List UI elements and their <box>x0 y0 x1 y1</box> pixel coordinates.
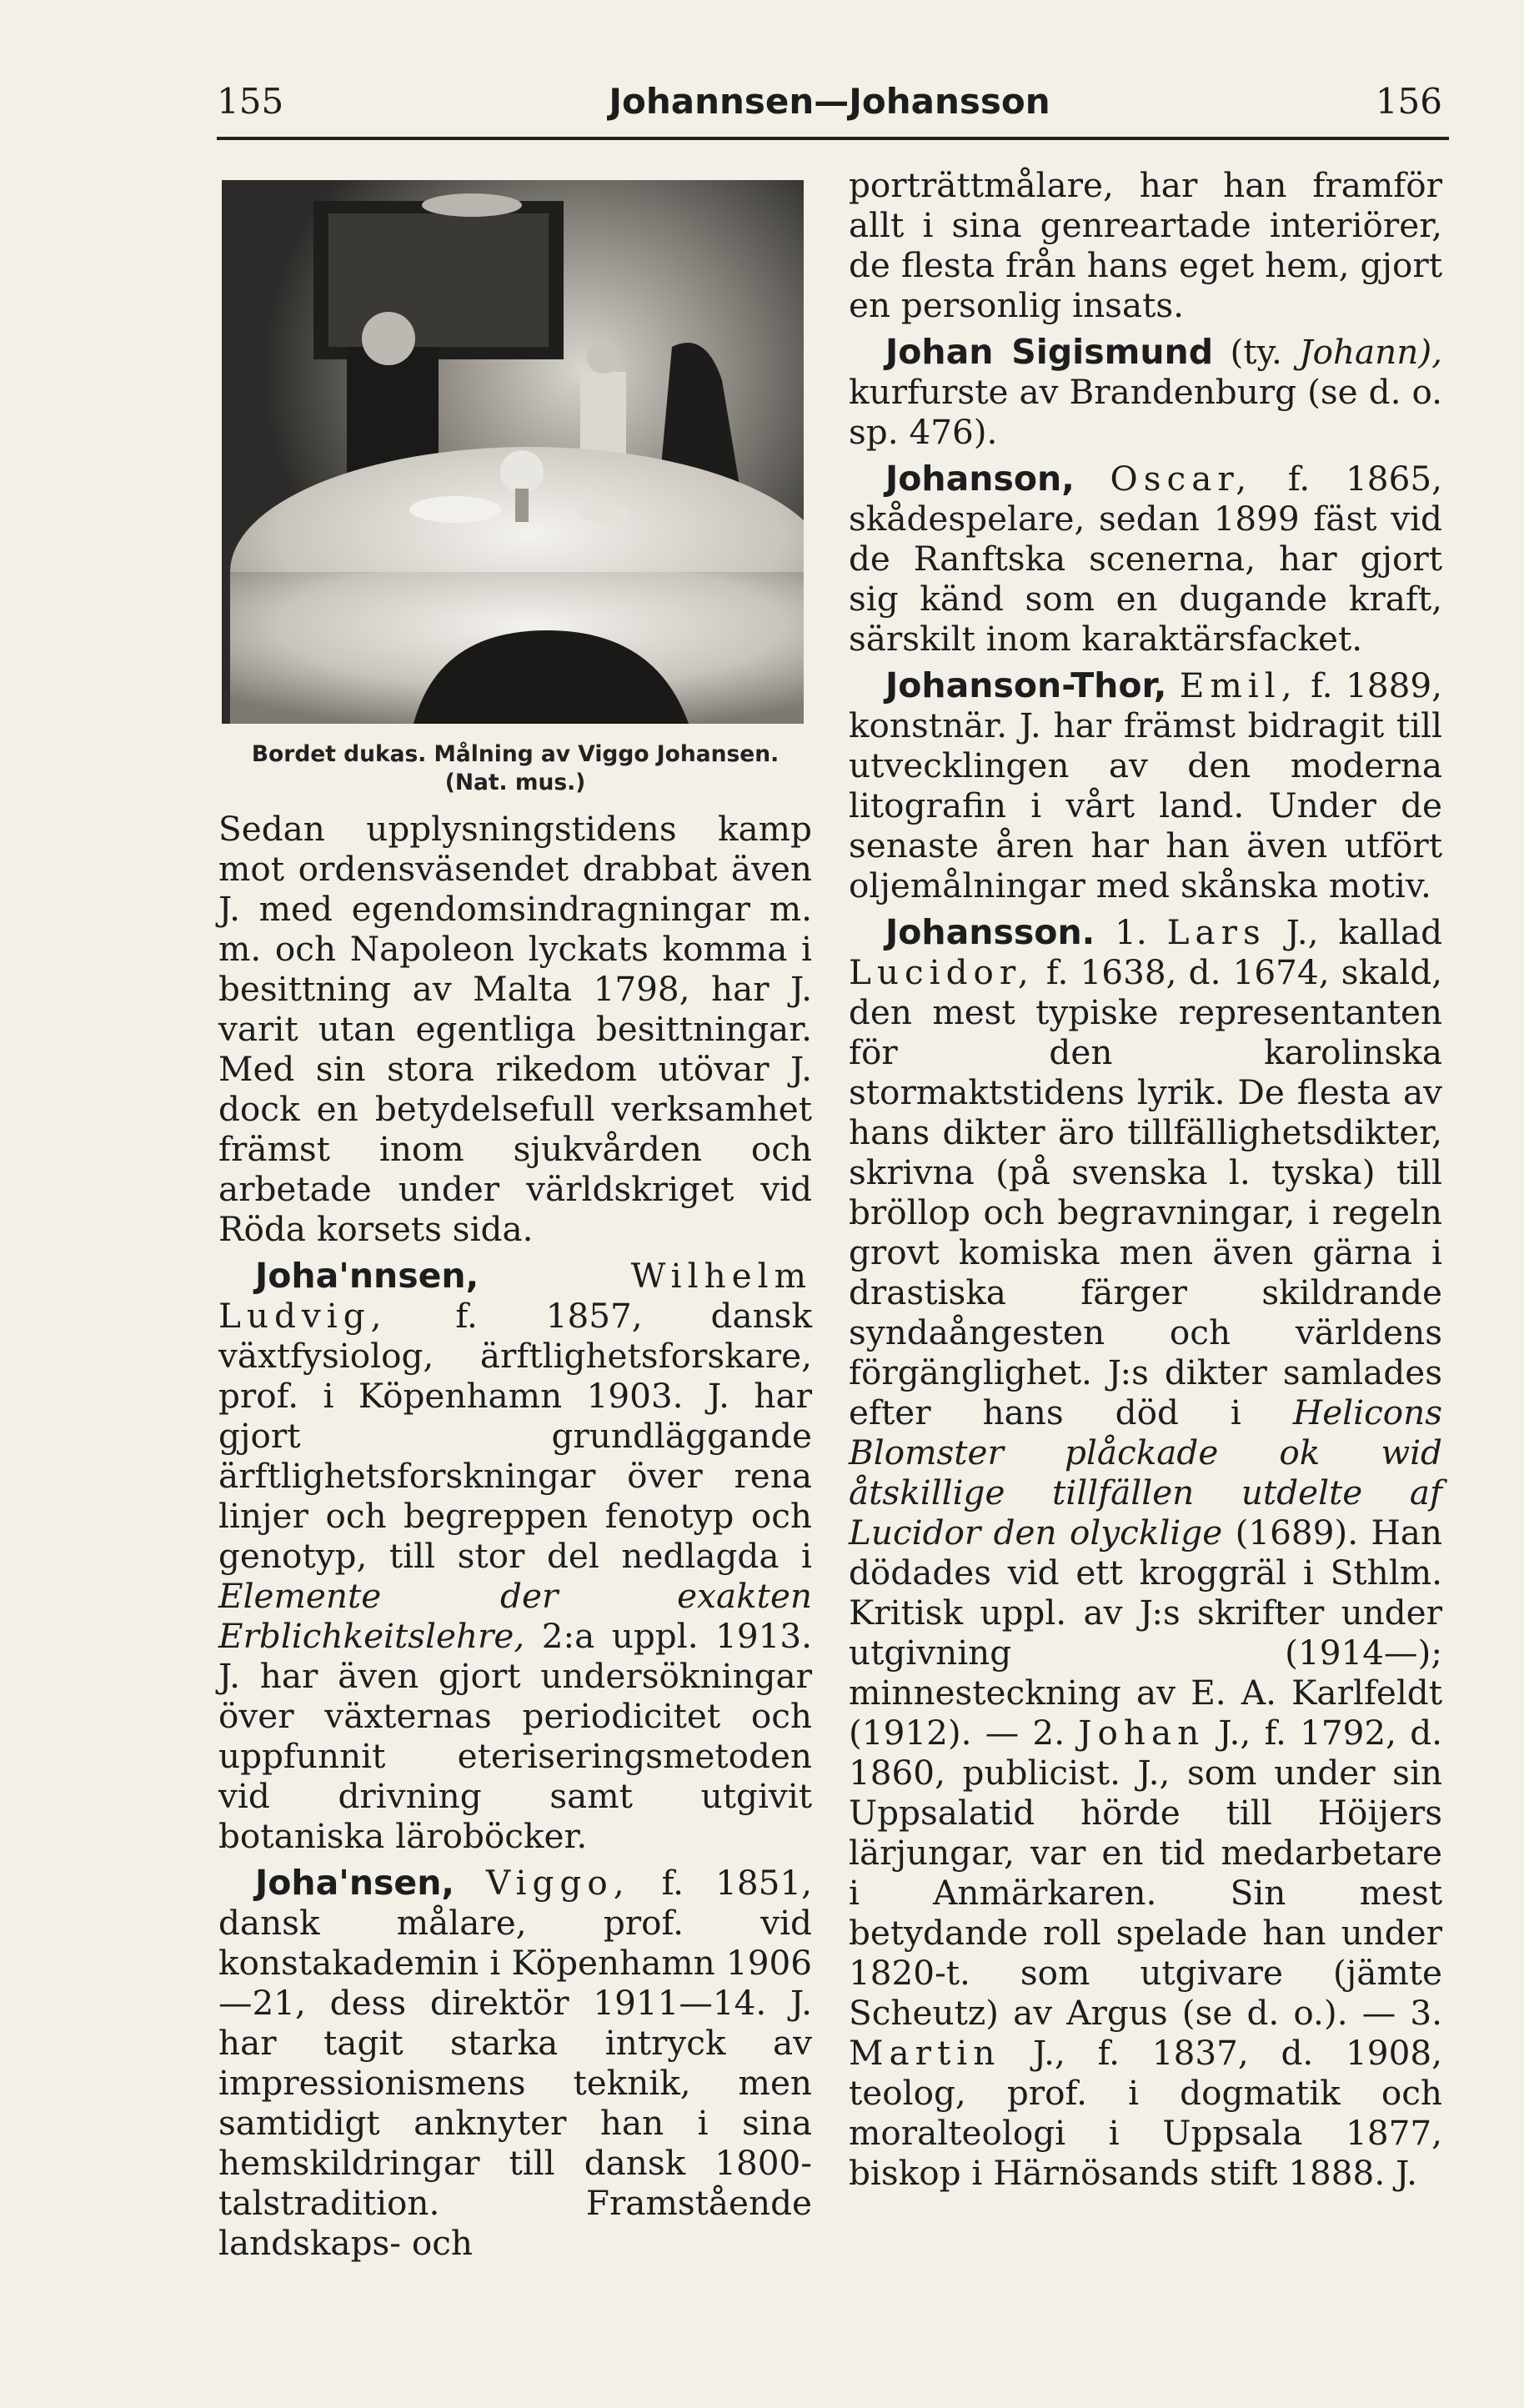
left-column <box>218 165 812 2270</box>
entry-text: 1. <box>1115 912 1147 952</box>
running-title: Johannsen—Johansson <box>609 81 1050 122</box>
paragraph-continuation: Sedan upplysningstidens kamp mot ordensväsendet drabbat även J. med egendomsindragningar m. m. och Napoleon lyckats komma i besittning av Malta 1798, har J. varit utan egentliga besittningar. Med sin stora rikedom utövar J. dock en betydelsefull verksamhet främst inom sjukvården och arbetade under världskriget vid Röda korsets sida. <box>218 809 812 1249</box>
entry-text: f. 1851, dansk målare, prof. vid konstakademin i Köpenhamn 1906—21, dess direktör 1911—14. J. har tagit starka intryck av impressionismens teknik, men samtidigt anknyter han i sina hemskildringar till dansk 1800-talstradition. Framstående landskaps- och <box>218 1863 813 2263</box>
given-name: Viggo, <box>486 1863 630 1903</box>
left-page-number: 155 <box>217 81 284 122</box>
headword: Joha'nsen, <box>255 1863 454 1903</box>
right-page-number: 156 <box>1375 81 1442 122</box>
given-name: Lars <box>1166 912 1266 952</box>
entry-text: (1689). Han dödades vid ett kroggräl i Sthlm. Kritisk uppl. av J:s skrifter under utgivning (1914—); minnesteckning av E. A. Karlfeldt (1912). — 2. <box>849 1513 1443 1753</box>
entry-text: J., f. 1837, d. 1908, teolog, prof. i dogmatik och moralteologi i Uppsala 1877, biskop i Härnösands stift 1888. J. <box>849 2033 1442 2193</box>
headword: Joha'nnsen, <box>255 1256 479 1296</box>
entry-wilhelm-johannsen <box>218 1256 812 1856</box>
book-title: Helicons Blomster plåckade ok wid åtskillige tillfällen utdelte af Lucidor den olycklige <box>849 1392 1443 1553</box>
given-name: Emil, <box>1179 665 1298 705</box>
headword: Johan Sigismund <box>885 332 1214 372</box>
entry-johan-sigismund <box>849 332 1442 452</box>
given-name: Johan <box>1078 1713 1206 1753</box>
entry-text: J., kallad <box>1286 912 1442 952</box>
entry-text: J., f. 1792, d. 1860, publicist. J., som under sin Uppsalatid hörde till Höijers lärjungar, var en tid medarbetare i Anmärkaren. Sin mest betydande roll spelade han under 1820-t. som utgivare (jämte Scheutz) av Argus (se d. o.). — 3. <box>849 1713 1443 2033</box>
given-name: Oscar, <box>1110 459 1253 499</box>
entry-text: f. 1865, skådespelare, sedan 1899 fäst vid de Ranftska scenerna, har gjort sig känd som en dugande kraft, särskilt inom karaktärsfacket. <box>849 459 1442 659</box>
entry-johansson <box>849 912 1442 2193</box>
paragraph-continuation: porträttmålare, har han framför allt i sina genreartade interiörer, de flesta från hans eget hem, gjort en personlig insats. <box>849 165 1442 325</box>
given-name: Martin <box>849 2033 1001 2073</box>
entry-text: f. 1638, d. 1674, skald, den mest typiske representanten för den karolinska stormaktstidens lyrik. De flesta av hans dikter äro tillfällighetsdikter, skrivna (på svenska l. tyska) till bröllop och begravningar, i regeln grovt komiska men även gärna i drastiska färger skildrande syndaångesten och världens förgänglighet. J:s dikter samlades efter hans död i <box>849 952 1443 1432</box>
entry-text: (ty. <box>1230 332 1282 372</box>
given-name: Wilhelm Ludvig, <box>218 1256 812 1336</box>
entry-text: f. 1857, dansk växtfysiolog, ärftlighetsforskare, prof. i Köpenhamn 1903. J. har gjort grundläggande ärftlighetsforskningar över rena linjer och begreppen fenotyp och genotyp, till stor del nedlagda i <box>218 1296 813 1576</box>
figure <box>218 180 812 797</box>
entry-viggo-johansen <box>218 1863 812 2263</box>
headword: Johanson-Thor, <box>885 665 1167 705</box>
entry-emil-johanson-thor <box>849 665 1442 906</box>
figure-caption: Bordet dukas. Målning av Viggo Johansen. (Nat. mus.) <box>251 741 780 795</box>
entry-text: kurfurste av Brandenburg (se d. o. sp. 476). <box>849 372 1442 452</box>
page-header <box>217 77 1442 135</box>
painting-image <box>222 180 804 724</box>
entry-text: f. 1889, konstnär. J. har främst bidragit till utvecklingen av den moderna litografin i vårt land. Under de senaste åren har han även utfört oljemålningar med skånska motiv. <box>849 665 1443 906</box>
given-name: Lucidor, <box>849 952 1035 992</box>
headword: Johanson, <box>885 459 1075 499</box>
headword: Johansson. <box>885 912 1095 952</box>
book-title: Elemente der exakten Erblichkeitslehre, <box>218 1576 812 1656</box>
german-name: Johann), <box>1299 332 1443 372</box>
right-column <box>849 165 1442 2200</box>
header-rule <box>217 137 1449 140</box>
entry-text: 2:a uppl. 1913. J. har även gjort undersökningar över växternas periodicitet och uppfunnit eteriseringsmetoden vid drivning samt utgivit botaniska läroböcker. <box>218 1616 812 1856</box>
entry-oscar-johanson <box>849 459 1442 659</box>
